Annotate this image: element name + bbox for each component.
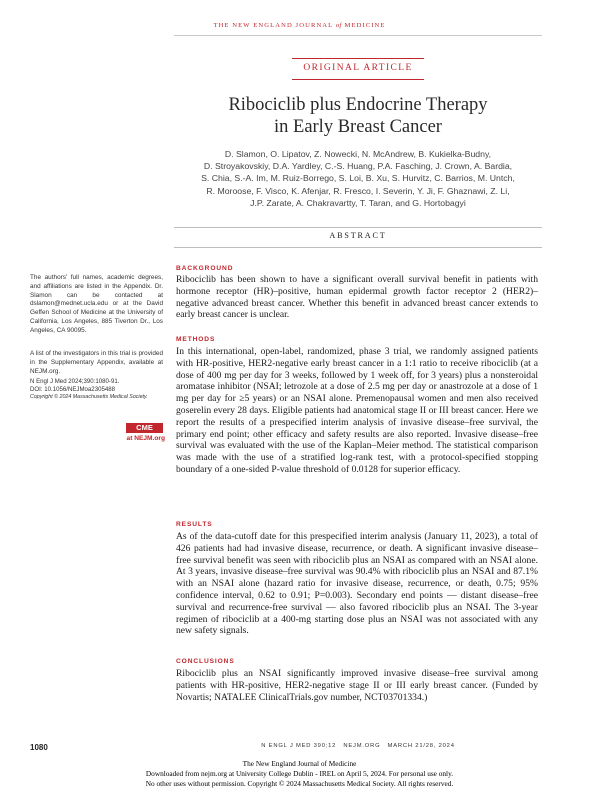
background-heading: BACKGROUND	[176, 265, 234, 272]
conclusions-heading: CONCLUSIONS	[176, 658, 235, 665]
header-rule	[174, 35, 542, 36]
abstract-rule-bottom	[174, 247, 542, 248]
page-number: 1080	[30, 743, 48, 752]
methods-heading: METHODS	[176, 336, 216, 343]
download-notice-line-2: No other uses without permission. Copyright © 2024 Massachusetts Medical Society. All rights reserved.	[145, 779, 454, 788]
article-title	[174, 94, 542, 138]
citation-text: N Engl J Med 2024;390:1080-91.	[30, 378, 120, 385]
abstract-heading: ABSTRACT	[329, 231, 387, 240]
results-text: As of the data-cutoff date for this prespecified interim analysis (January 11, 2023), a total of 426 patients had had invasive disease, recurrence, or death. A significant invasive disease–free survival benefit was seen with ribociclib plus an NSAI as compared with an NSAI alone. At 3 years, invasive disease–free survival was 90.4% with ribociclib plus an NSAI and 87.1% with an NSAI alone (hazard ratio for invasive disease, recurrence, or death, 0.75; 95% confidence interval, 0.62 to 0.91; P=0.003). Secondary end points — distant disease–free survival and recurrence-free survival — also favored ribociclib plus an NSAI. The 3-year regimen of ribociclib at a 400-mg starting dose plus an NSAI was not associated with any new safety signals.	[176, 531, 538, 637]
cme-badge[interactable]: CME	[126, 423, 163, 433]
article-type: ORIGINAL ARTICLE	[303, 63, 413, 73]
author-line: D. Slamon, O. Lipatov, Z. Nowecki, N. McAndrew, B. Kukielka-Budny,	[224, 149, 492, 159]
footer-citation: N ENGL J MED 390;12 NEJM.ORG MARCH 21/28, 2024	[261, 743, 455, 749]
article-title-line-2: in Early Breast Cancer	[274, 117, 442, 137]
journal-name-of: of	[335, 22, 342, 29]
article-type-rule-bottom	[292, 79, 424, 80]
author-list	[174, 148, 542, 209]
footer-journal-name: The New England Journal of Medicine	[242, 759, 357, 768]
doi-text: DOI: 10.1056/NEJMoa2305488	[30, 386, 116, 393]
cme-link[interactable]: at NEJM.org	[126, 435, 165, 442]
sidebar-citation-block	[30, 378, 163, 401]
download-notice-line-1: Downloaded from nejm.org at University College Dublin - IREL on April 5, 2024. For personal use only.	[145, 769, 454, 778]
article-type-rule-top	[292, 58, 424, 59]
methods-text: In this international, open-label, randomized, phase 3 trial, we randomly assigned patients with HR-positive, HER2-negative early breast cancer in a 1:1 ratio to receive ribociclib (at a dose of 400 mg per day for 3 weeks, followed by 1 week off, for 3 years) plus a nonsteroidal aromatase inhibitor (NSAI; letrozole at a dose of 2.5 mg per day or anastrozole at a dose of 1 mg per day for ≥5 years) or an NSAI alone. Premenopausal women and men also received goserelin every 28 days. Eligible patients had anatomical stage II or III breast cancer. Here we report the results of a prespecified interim analysis of invasive disease–free survival, the primary end point; other efficacy and safety results are also reported. Invasive disease–free survival was evaluated with the use of the Kaplan–Meier method. The statistical comparison was made with the use of a stratified log-rank test, with a protocol-specified stopping boundary of a one-sided P-value threshold of 0.0128 for superior efficacy.	[176, 346, 538, 475]
author-line: S. Chia, S.-A. Im, M. Ruiz-Borrego, S. Loi, B. Xu, S. Hurvitz, C. Barrios, M. Untch,	[201, 173, 515, 184]
sidebar-investigators	[30, 350, 163, 376]
copyright-text: Copyright © 2024 Massachusetts Medical Society.	[30, 394, 148, 400]
article-title-line-1: Ribociclib plus Endocrine Therapy	[228, 95, 488, 115]
author-line: R. Moroose, F. Visco, K. Afenjar, R. Fresco, I. Severin, Y. Ji, F. Ghaznawi, Z. Li,	[206, 185, 510, 196]
sidebar-affiliations	[30, 274, 163, 336]
author-line: J.P. Zarate, A. Chakravartty, T. Taran, and G. Hortobagyi	[250, 197, 466, 208]
abstract-rule-top	[174, 227, 542, 228]
conclusions-text: Ribociclib plus an NSAI significantly improved invasive disease–free survival among patients with HR-positive, HER2-negative stage II or III early breast cancer. (Funded by Novartis; NATALEE ClinicalTrials.gov number, NCT03701334.)	[176, 668, 538, 703]
author-line: D. Stroyakovskiy, D.A. Yardley, C.-S. Huang, P.A. Fasching, J. Crown, A. Bardia,	[203, 161, 513, 172]
affiliations-text: The authors' full names, academic degrees, and affiliations are listed in the Appendix. Dr. Slamon can be contacted at dslamon@mednet.ucla.edu or at the David Geffen School of Medicine at the University of California, Los Angeles, 885 Tiverton Dr., Los Angeles, CA 90095.	[30, 274, 163, 334]
journal-name-prefix: THE NEW ENGLAND JOURNAL	[213, 22, 334, 29]
results-heading: RESULTS	[176, 521, 213, 528]
journal-header	[0, 22, 599, 29]
journal-name-suffix: MEDICINE	[344, 22, 386, 29]
investigators-text: A list of the investigators in this trial is provided in the Supplementary Appendix, available at NEJM.org.	[30, 350, 163, 375]
background-text: Ribociclib has been shown to have a significant overall survival benefit in patients with hormone receptor (HR)–positive, human epidermal growth factor receptor 2 (HER2)–negative advanced breast cancer. Whether this benefit in advanced breast cancer extends to early breast cancer is unclear.	[176, 274, 538, 321]
